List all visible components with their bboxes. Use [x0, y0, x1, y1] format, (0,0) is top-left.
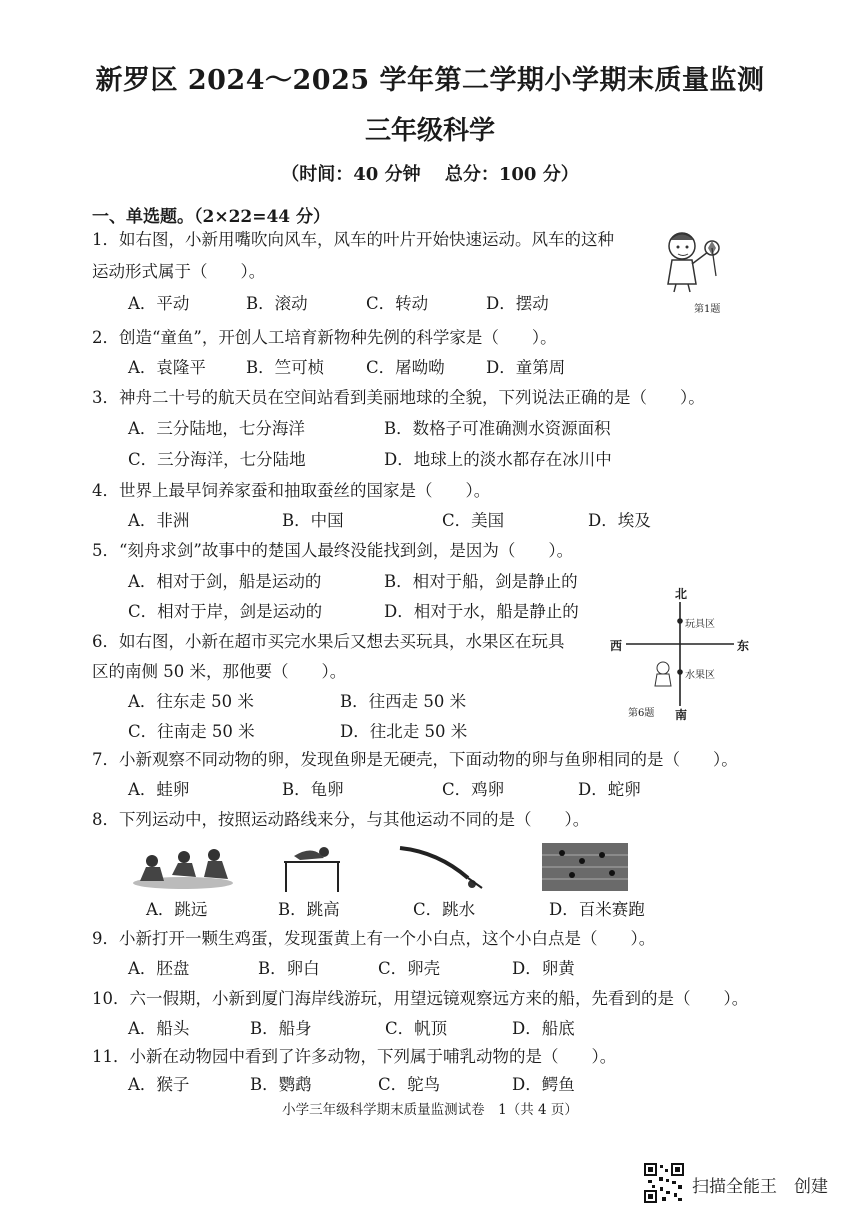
- question-9-option-b: B．卵白: [258, 959, 320, 978]
- question-5-stem: 5．“刻舟求剑”故事中的楚国人最终没能找到剑，是因为（ ）。: [92, 541, 574, 560]
- question-8-option-d: D．百米赛跑: [549, 900, 645, 919]
- qr-code-icon: [644, 1163, 684, 1203]
- question-2-stem: 2．创造“童鱼”，开创人工培育新物种先例的科学家是（ ）。: [92, 328, 557, 347]
- question-4-option-a: A．非洲: [128, 511, 190, 530]
- question-6-stem-cont: 区的南侧 50 米，那他要（ ）。: [92, 662, 347, 681]
- exam-meta: （时间：40 分钟 总分：100 分）: [281, 164, 579, 185]
- question-11-option-a: A．猴子: [128, 1075, 190, 1094]
- question-11-stem: 11．小新在动物园中看到了许多动物，下列属于哺乳动物的是（ ）。: [92, 1047, 617, 1066]
- question-4-option-c: C．美国: [442, 511, 505, 530]
- compass-south: 南: [675, 708, 688, 722]
- question-1-option-d: D．摆动: [486, 294, 549, 313]
- question-1-option-b: B．滚动: [246, 294, 308, 313]
- question-5-option-d: D．相对于水，船是静止的: [384, 602, 579, 621]
- question-6-option-d: D．往北走 50 米: [340, 722, 468, 741]
- question-7-option-c: C．鸡卵: [442, 780, 505, 799]
- scanner-watermark: 扫描全能王 创建: [692, 1177, 828, 1197]
- fruit-area-label: 水果区: [685, 670, 715, 681]
- compass-map-figure: [608, 588, 758, 718]
- question-4-option-d: D．埃及: [588, 511, 651, 530]
- question-6-option-c: C．往南走 50 米: [128, 722, 255, 741]
- question-5-option-c: C．相对于岸，剑是运动的: [128, 602, 323, 621]
- question-10-option-c: C．帆顶: [385, 1019, 448, 1038]
- question-11-option-c: C．鸵鸟: [378, 1075, 441, 1094]
- question-11-option-b: B．鹦鹉: [250, 1075, 312, 1094]
- question-3-option-a: A．三分陆地，七分海洋: [128, 419, 305, 438]
- question-9-option-a: A．胚盘: [128, 959, 190, 978]
- exam-subtitle: 三年级科学: [364, 116, 495, 146]
- question-9-stem: 9．小新打开一颗生鸡蛋，发现蛋黄上有一个小白点，这个小白点是（ ）。: [92, 929, 656, 948]
- question-3-option-c: C．三分海洋，七分陆地: [128, 450, 306, 469]
- question-10-option-b: B．船身: [250, 1019, 312, 1038]
- long-jump-image: [130, 845, 236, 893]
- question-1-stem: 1．如右图，小新用嘴吹向风车，风车的叶片开始快速运动。风车的这种: [92, 230, 614, 249]
- question-7-option-d: D．蛇卵: [578, 780, 641, 799]
- question-2-option-a: A．袁隆平: [128, 358, 206, 377]
- question-5-option-b: B．相对于船，剑是静止的: [384, 572, 578, 591]
- compass-north: 北: [675, 587, 688, 601]
- question-4-stem: 4．世界上最早饲养家蚕和抽取蚕丝的国家是（ ）。: [92, 481, 491, 500]
- question-2-option-c: C．屠呦呦: [366, 358, 445, 377]
- question-1-option-c: C．转动: [366, 294, 429, 313]
- question-6-option-a: A．往东走 50 米: [128, 692, 254, 711]
- toy-area-label: 玩具区: [685, 619, 715, 630]
- question-4-option-b: B．中国: [282, 511, 344, 530]
- page-footer: 小学三年级科学期末质量监测试卷 1（共 4 页）: [282, 1102, 578, 1118]
- question-8-stem: 8．下列运动中，按照运动路线来分，与其他运动不同的是（ ）。: [92, 810, 590, 829]
- question-6-figure-label: 第6题: [628, 708, 655, 719]
- pinwheel-figure: [656, 226, 736, 296]
- question-9-option-c: C．卵壳: [378, 959, 441, 978]
- section-heading: 一、单选题。（2×22=44 分）: [92, 207, 331, 227]
- question-3-option-b: B．数格子可准确测水资源面积: [384, 419, 611, 438]
- question-10-stem: 10．六一假期，小新到厦门海岸线游玩，用望远镜观察远方来的船，先看到的是（ ）。: [92, 989, 749, 1008]
- question-8-option-c: C．跳水: [413, 900, 476, 919]
- sprint-image: [542, 843, 628, 891]
- question-7-option-a: A．蛙卵: [128, 780, 190, 799]
- question-7-option-b: B．龟卵: [282, 780, 344, 799]
- question-9-option-d: D．卵黄: [512, 959, 575, 978]
- question-8-option-a: A．跳远: [146, 900, 208, 919]
- question-5-option-a: A．相对于剑，船是运动的: [128, 572, 322, 591]
- diving-image: [398, 842, 486, 892]
- question-10-option-d: D．船底: [512, 1019, 575, 1038]
- question-2-option-b: B．竺可桢: [246, 358, 325, 377]
- question-2-option-d: D．童第周: [486, 358, 566, 377]
- exam-title: 新罗区 2024～2025 学年第二学期小学期末质量监测: [95, 65, 765, 96]
- question-1-option-a: A．平动: [128, 294, 190, 313]
- question-6-stem: 6．如右图，小新在超市买完水果后又想去买玩具，水果区在玩具: [92, 632, 565, 651]
- compass-east: 东: [737, 639, 750, 653]
- high-jump-image: [280, 842, 344, 894]
- question-3-stem: 3．神舟二十号的航天员在空间站看到美丽地球的全貌，下列说法正确的是（ ）。: [92, 388, 705, 407]
- child-icon: [655, 662, 671, 686]
- compass-west: 西: [610, 639, 623, 653]
- question-11-option-d: D．鳄鱼: [512, 1075, 575, 1094]
- question-1-figure-label: 第1题: [694, 304, 721, 315]
- question-3-option-d: D．地球上的淡水都存在冰川中: [384, 450, 612, 469]
- question-1-stem-cont: 运动形式属于（ ）。: [92, 262, 266, 281]
- question-7-stem: 7．小新观察不同动物的卵，发现鱼卵是无硬壳，下面动物的卵与鱼卵相同的是（ ）。: [92, 750, 738, 769]
- question-8-option-b: B．跳高: [278, 900, 340, 919]
- question-10-option-a: A．船头: [128, 1019, 190, 1038]
- question-6-option-b: B．往西走 50 米: [340, 692, 467, 711]
